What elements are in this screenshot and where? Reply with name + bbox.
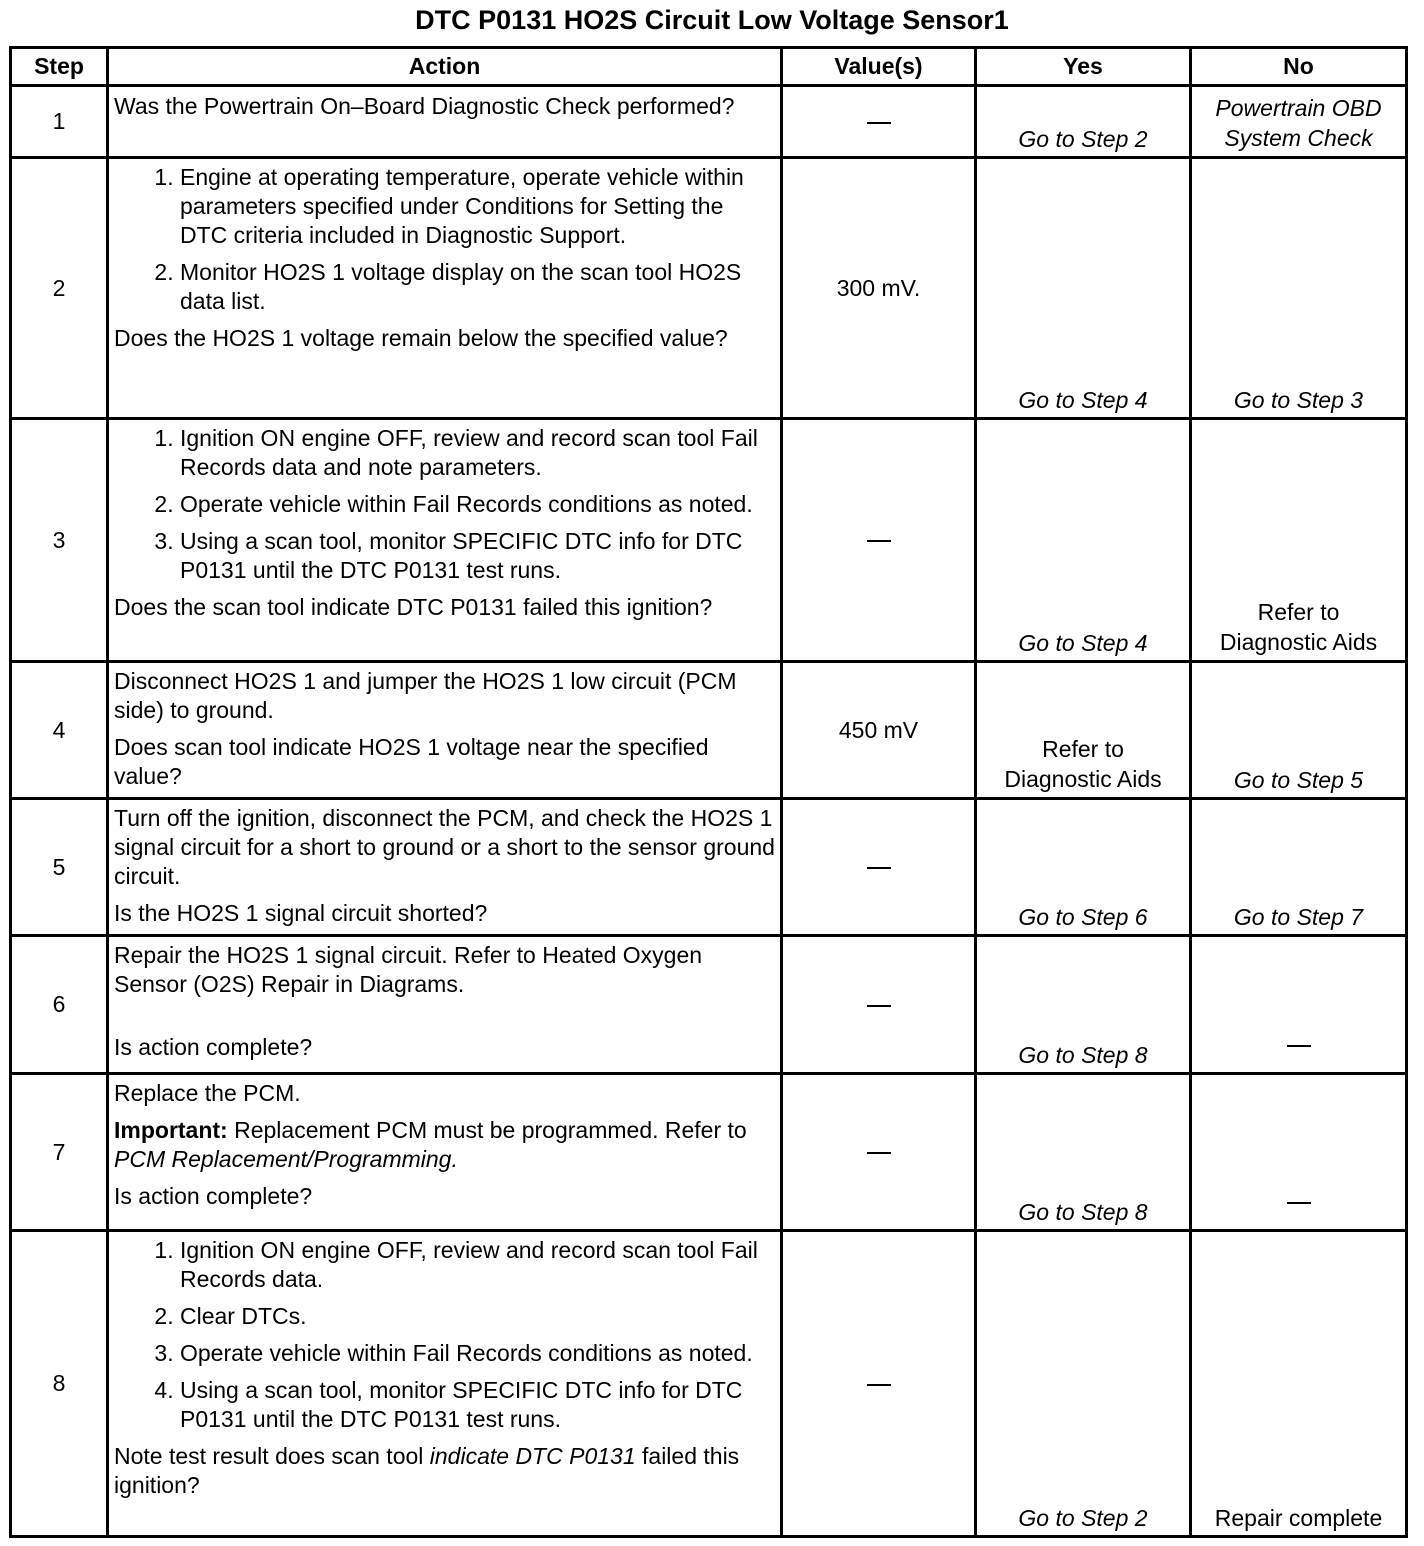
list-item: 2. Monitor HO2S 1 voltage display on the scan tool HO2S data list.: [180, 258, 775, 316]
action-cell: [108, 662, 782, 799]
step-number: 4: [11, 662, 108, 799]
action-list: [114, 1236, 775, 1434]
yes-cell: Go to Step 2: [976, 86, 1191, 158]
table-row: [11, 1231, 1407, 1537]
action-question: Is action complete?: [114, 1034, 313, 1060]
no-cell: [1191, 936, 1407, 1074]
action-cell: [108, 158, 782, 419]
action-text: Turn off the ignition, disconnect the PCM, and check the HO2S 1 signal circuit for a short to ground or a short to the sensor ground circuit.: [114, 805, 775, 889]
header-yes: Yes: [976, 48, 1191, 86]
yes-cell: Go to Step 4: [976, 419, 1191, 662]
dash-mark: [867, 1152, 891, 1154]
action-text: Repair the HO2S 1 signal circuit. Refer to Heated Oxygen Sensor (O2S) Repair in Diagrams.: [114, 942, 703, 997]
header-values: Value(s): [782, 48, 976, 86]
table-row: [11, 1074, 1407, 1231]
value-cell: [782, 799, 976, 936]
important-text: Replacement PCM must be programmed. Refer to: [234, 1117, 747, 1143]
action-list: [114, 163, 775, 316]
step-number: 3: [11, 419, 108, 662]
question-part-c: failed this ignition?: [114, 1443, 740, 1498]
no-line-1: Powertrain OBD: [1215, 95, 1382, 121]
action-cell: [108, 936, 782, 1074]
action-cell: [108, 1074, 782, 1231]
table-row: [11, 86, 1407, 158]
action-question: Does the HO2S 1 voltage remain below the specified value?: [114, 325, 728, 351]
important-note: [114, 1116, 775, 1174]
yes-cell: Go to Step 2: [976, 1231, 1191, 1537]
action-cell: [108, 419, 782, 662]
step-number: 2: [11, 158, 108, 419]
table-row: [11, 158, 1407, 419]
action-cell: [108, 799, 782, 936]
list-item: 1. Engine at operating temperature, operate vehicle within parameters specified under Conditions for Setting the DTC criteria included in Diagnostic Support.: [180, 163, 775, 250]
dash-mark: [1287, 1202, 1311, 1204]
step-number: 5: [11, 799, 108, 936]
no-cell: Go to Step 3: [1191, 158, 1407, 419]
value-cell: [782, 936, 976, 1074]
dash-mark: [867, 540, 891, 542]
no-line-2: Diagnostic Aids: [1219, 629, 1378, 655]
step-number: 1: [11, 86, 108, 158]
action-question: [114, 1442, 775, 1500]
step-number: 6: [11, 936, 108, 1074]
diagnostic-table: [9, 46, 1408, 1538]
list-item: 1. Ignition ON engine OFF, review and record scan tool Fail Records data.: [180, 1236, 775, 1294]
question-part-a: Note test result does scan tool: [114, 1443, 424, 1469]
yes-cell: [976, 662, 1191, 799]
yes-cell: Go to Step 4: [976, 158, 1191, 419]
table-row: [11, 799, 1407, 936]
header-action: Action: [108, 48, 782, 86]
dash-mark: [867, 1384, 891, 1386]
action-question: Does the scan tool indicate DTC P0131 failed this ignition?: [114, 594, 713, 620]
list-item: 4. Using a scan tool, monitor SPECIFIC DTC info for DTC P0131 until the DTC P0131 test runs.: [180, 1376, 775, 1434]
table-row: [11, 662, 1407, 799]
action-text: Was the Powertrain On–Board Diagnostic Check performed?: [114, 93, 735, 119]
no-line-2: System Check: [1224, 125, 1373, 151]
list-item: 3. Operate vehicle within Fail Records conditions as noted.: [180, 1339, 775, 1368]
dash-mark: [867, 867, 891, 869]
value-cell: [782, 1074, 976, 1231]
no-cell: [1191, 419, 1407, 662]
dash-mark: [1287, 1045, 1311, 1047]
yes-cell: Go to Step 8: [976, 1074, 1191, 1231]
action-text: Replace the PCM.: [114, 1080, 301, 1106]
value-cell: [782, 419, 976, 662]
action-list: [114, 424, 775, 585]
yes-cell: Go to Step 8: [976, 936, 1191, 1074]
action-cell: [108, 86, 782, 158]
value-cell: 300 mV.: [782, 158, 976, 419]
no-cell: [1191, 86, 1407, 158]
table-row: [11, 419, 1407, 662]
list-item: 3. Using a scan tool, monitor SPECIFIC DTC info for DTC P0131 until the DTC P0131 test runs.: [180, 527, 775, 585]
value-cell: 450 mV: [782, 662, 976, 799]
step-number: 8: [11, 1231, 108, 1537]
action-question: Is action complete?: [114, 1183, 313, 1209]
no-cell: [1191, 1074, 1407, 1231]
action-cell: [108, 1231, 782, 1537]
list-item: 2. Clear DTCs.: [180, 1302, 775, 1331]
yes-line-2: Diagnostic Aids: [1004, 766, 1162, 792]
value-cell: [782, 1231, 976, 1537]
action-question: Is the HO2S 1 signal circuit shorted?: [114, 900, 488, 926]
action-question: Does scan tool indicate HO2S 1 voltage near the specified value?: [114, 734, 709, 789]
list-item: 2. Operate vehicle within Fail Records conditions as noted.: [180, 490, 775, 519]
question-part-b: indicate DTC P0131: [429, 1443, 636, 1469]
table-row: [11, 936, 1407, 1074]
list-item: 1. Ignition ON engine OFF, review and record scan tool Fail Records data and note parameters.: [180, 424, 775, 482]
no-line-1: Refer to: [1257, 599, 1340, 625]
dash-mark: [867, 122, 891, 124]
yes-cell: Go to Step 6: [976, 799, 1191, 936]
step-number: 7: [11, 1074, 108, 1231]
important-reference: PCM Replacement/Programming.: [114, 1146, 458, 1172]
no-cell: Go to Step 5: [1191, 662, 1407, 799]
no-cell: Repair complete: [1191, 1231, 1407, 1537]
important-label: Important:: [114, 1117, 228, 1143]
dash-mark: [867, 1005, 891, 1007]
action-text: Disconnect HO2S 1 and jumper the HO2S 1 low circuit (PCM side) to ground.: [114, 668, 737, 723]
value-cell: [782, 86, 976, 158]
page-title: DTC P0131 HO2S Circuit Low Voltage Sensor1: [415, 5, 1009, 35]
header-step: Step: [11, 48, 108, 86]
header-row: [11, 48, 1407, 86]
no-cell: Go to Step 7: [1191, 799, 1407, 936]
header-no: No: [1191, 48, 1407, 86]
yes-line-1: Refer to: [1042, 736, 1124, 762]
